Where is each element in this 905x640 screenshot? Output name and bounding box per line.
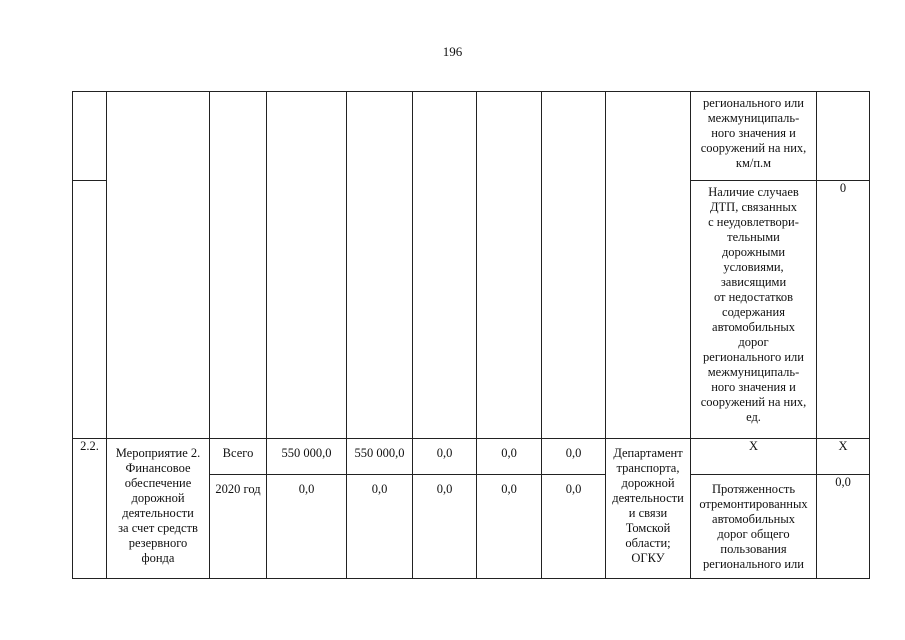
- cell-indicator: Наличие случаев ДТП, связанных с неудовлетвори- тельными дорожными условиями, зависящими от недостатков содержания автомобильных дорог регионального или межмуниципаль- ного значения и сооружений на них, ед.: [691, 181, 817, 439]
- cell-value: 0: [817, 181, 870, 439]
- cell-v4-empty: [477, 92, 542, 439]
- cell-v3: 0,0: [413, 475, 477, 579]
- cell-period-empty: [210, 92, 267, 439]
- table-row: [73, 92, 870, 181]
- program-table: [72, 91, 870, 579]
- cell-v1-empty: [267, 92, 347, 439]
- cell-num: 2.2.: [73, 439, 107, 579]
- cell-value-empty: [817, 92, 870, 181]
- cell-v5: 0,0: [542, 475, 606, 579]
- cell-executor: Департамент транспорта, дорожной деятельности и связи Томской области; ОГКУ: [606, 439, 691, 579]
- cell-name-empty: [107, 92, 210, 439]
- cell-period: Всего: [210, 439, 267, 475]
- cell-v5: 0,0: [542, 439, 606, 475]
- cell-value: Х: [817, 439, 870, 475]
- cell-period: 2020 год: [210, 475, 267, 579]
- cell-v4: 0,0: [477, 439, 542, 475]
- cell-v1: 0,0: [267, 475, 347, 579]
- cell-v2: 0,0: [347, 475, 413, 579]
- cell-v2: 550 000,0: [347, 439, 413, 475]
- cell-indicator: Х: [691, 439, 817, 475]
- page-number: 196: [442, 44, 463, 59]
- cell-executor-empty: [606, 92, 691, 439]
- cell-num-empty: [73, 92, 107, 181]
- cell-v5-empty: [542, 92, 606, 439]
- cell-v3: 0,0: [413, 439, 477, 475]
- table-row: [73, 439, 870, 475]
- cell-v1: 550 000,0: [267, 439, 347, 475]
- cell-measure-name: Мероприятие 2. Финансовое обеспечение дорожной деятельности за счет средств резервного фонда: [107, 439, 210, 579]
- cell-value: 0,0: [817, 475, 870, 579]
- cell-v3-empty: [413, 92, 477, 439]
- cell-indicator: Протяженность отремонтированных автомобильных дорог общего пользования регионального или: [691, 475, 817, 579]
- cell-v2-empty: [347, 92, 413, 439]
- cell-num-empty: [73, 181, 107, 439]
- cell-v4: 0,0: [477, 475, 542, 579]
- cell-indicator: регионального или межмуниципаль- ного значения и сооружений на них, км/п.м: [691, 92, 817, 181]
